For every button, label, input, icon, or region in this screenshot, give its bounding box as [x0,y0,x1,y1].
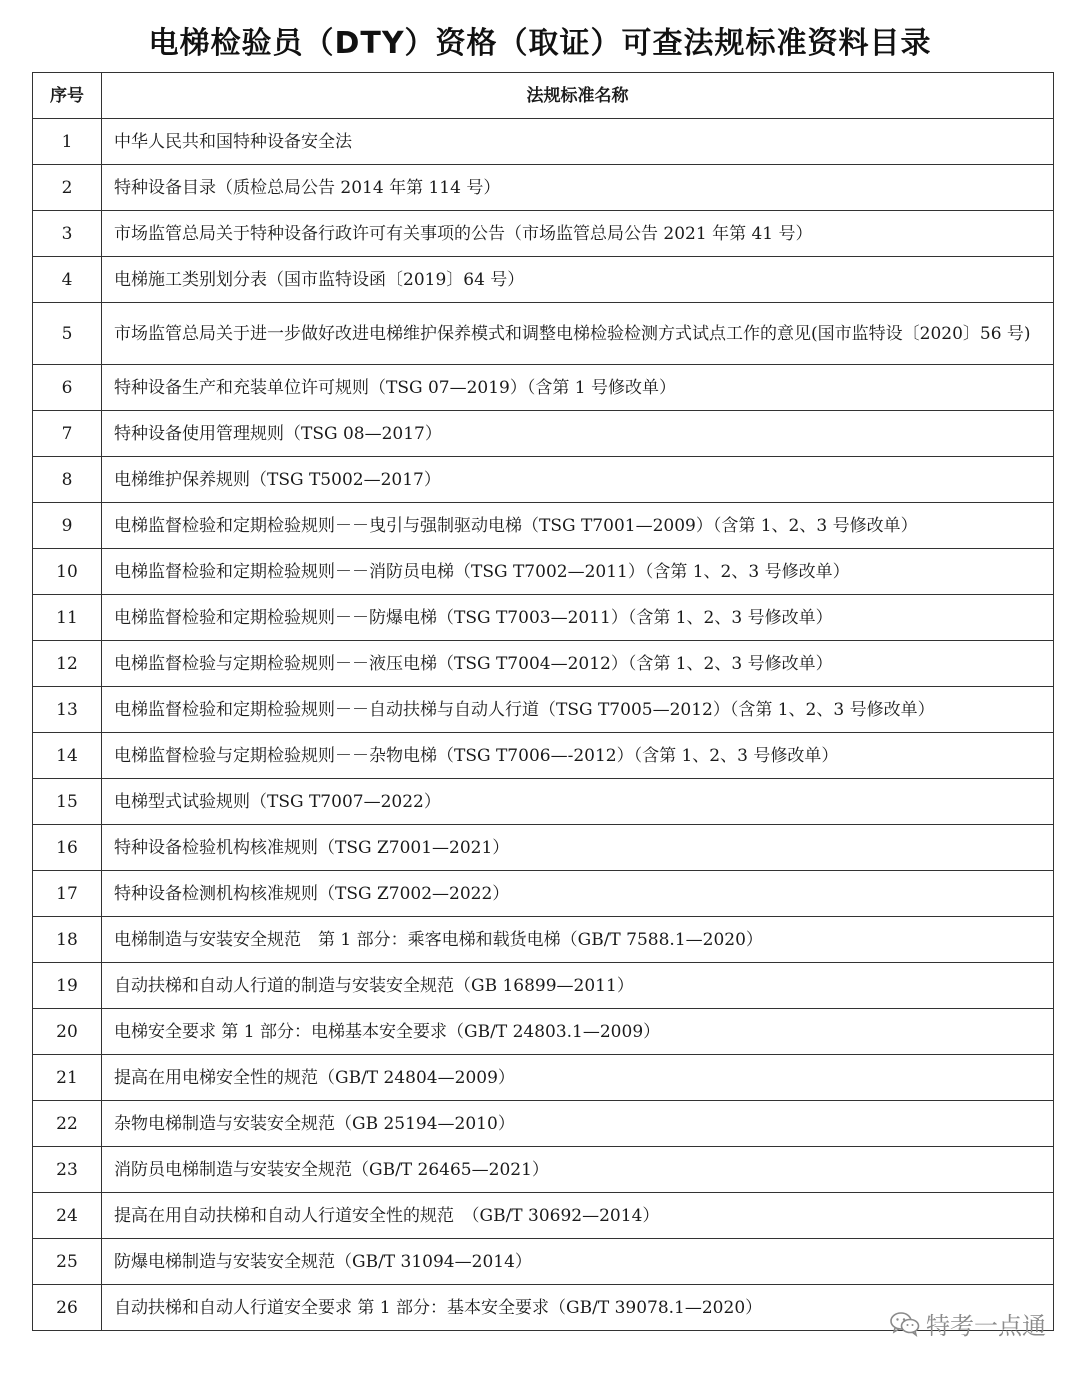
row-regulation-name: 电梯监督检验和定期检验规则－－自动扶梯与自动人行道（TSG T7005—2012）（含第 1、2、3 号修改单） [102,687,1054,733]
table-header-row [33,73,1054,119]
row-regulation-name: 电梯维护保养规则（TSG T5002—2017） [102,457,1054,503]
row-number: 7 [33,411,102,457]
column-header-number: 序号 [33,73,102,119]
row-number: 22 [33,1101,102,1147]
table-row [33,871,1054,917]
row-regulation-name: 特种设备目录（质检总局公告 2014 年第 114 号） [102,165,1054,211]
row-regulation-name: 提高在用自动扶梯和自动人行道安全性的规范 （GB/T 30692—2014） [102,1193,1054,1239]
table-row [33,365,1054,411]
table-body [33,119,1054,1331]
table-row [33,411,1054,457]
row-number: 21 [33,1055,102,1101]
row-regulation-name: 电梯监督检验与定期检验规则－－杂物电梯（TSG T7006—-2012）（含第 1、2、3 号修改单） [102,733,1054,779]
row-regulation-name: 自动扶梯和自动人行道的制造与安装安全规范（GB 16899—2011） [102,963,1054,1009]
table-row [33,733,1054,779]
row-regulation-name: 自动扶梯和自动人行道安全要求 第 1 部分：基本安全要求（GB/T 39078.1—2020） [102,1285,1054,1331]
row-number: 9 [33,503,102,549]
table-row [33,119,1054,165]
table-row [33,165,1054,211]
row-regulation-name: 中华人民共和国特种设备安全法 [102,119,1054,165]
row-number: 18 [33,917,102,963]
row-number: 12 [33,641,102,687]
row-regulation-name: 电梯制造与安装安全规范 第 1 部分：乘客电梯和载货电梯（GB/T 7588.1—2020） [102,917,1054,963]
row-number: 20 [33,1009,102,1055]
row-regulation-name: 电梯监督检验和定期检验规则－－防爆电梯（TSG T7003—2011）（含第 1、2、3 号修改单） [102,595,1054,641]
row-number: 25 [33,1239,102,1285]
regulations-table [32,72,1054,1331]
row-regulation-name: 电梯监督检验与定期检验规则－－液压电梯（TSG T7004—2012）（含第 1、2、3 号修改单） [102,641,1054,687]
watermark [890,1306,1046,1341]
row-number: 14 [33,733,102,779]
row-number: 4 [33,257,102,303]
row-number: 17 [33,871,102,917]
table-row [33,779,1054,825]
table-row [33,917,1054,963]
row-regulation-name: 电梯安全要求 第 1 部分：电梯基本安全要求（GB/T 24803.1—2009） [102,1009,1054,1055]
row-regulation-name: 市场监管总局关于进一步做好改进电梯维护保养模式和调整电梯检验检测方式试点工作的意见(国市监特设〔2020〕56 号) [102,303,1054,365]
row-regulation-name: 提高在用电梯安全性的规范（GB/T 24804—2009） [102,1055,1054,1101]
row-number: 23 [33,1147,102,1193]
table-row [33,1101,1054,1147]
table-row [33,1193,1054,1239]
table-row [33,303,1054,365]
row-regulation-name: 特种设备检测机构核准规则（TSG Z7002—2022） [102,871,1054,917]
table-row [33,963,1054,1009]
row-regulation-name: 杂物电梯制造与安装安全规范（GB 25194—2010） [102,1101,1054,1147]
table-row [33,641,1054,687]
table-row [33,687,1054,733]
table-row [33,257,1054,303]
table-row [33,503,1054,549]
page-title: 电梯检验员（DTY）资格（取证）可查法规标准资料目录 [148,26,932,61]
table-row [33,211,1054,257]
row-number: 8 [33,457,102,503]
table-row [33,1147,1054,1193]
row-regulation-name: 特种设备生产和充装单位许可规则（TSG 07—2019）（含第 1 号修改单） [102,365,1054,411]
row-regulation-name: 消防员电梯制造与安装安全规范（GB/T 26465—2021） [102,1147,1054,1193]
table-row [33,457,1054,503]
row-number: 19 [33,963,102,1009]
wechat-icon [890,1311,920,1337]
table-row [33,1055,1054,1101]
row-number: 24 [33,1193,102,1239]
row-number: 6 [33,365,102,411]
row-number: 13 [33,687,102,733]
watermark-text: 特考一点通 [926,1312,1046,1340]
table-row [33,1239,1054,1285]
row-number: 3 [33,211,102,257]
row-number: 1 [33,119,102,165]
row-regulation-name: 电梯型式试验规则（TSG T7007—2022） [102,779,1054,825]
row-number: 16 [33,825,102,871]
table-row [33,549,1054,595]
row-regulation-name: 电梯监督检验和定期检验规则－－消防员电梯（TSG T7002—2011）（含第 1、2、3 号修改单） [102,549,1054,595]
row-number: 15 [33,779,102,825]
table-row [33,825,1054,871]
row-number: 2 [33,165,102,211]
row-regulation-name: 电梯监督检验和定期检验规则－－曳引与强制驱动电梯（TSG T7001—2009）（含第 1、2、3 号修改单） [102,503,1054,549]
row-regulation-name: 防爆电梯制造与安装安全规范（GB/T 31094—2014） [102,1239,1054,1285]
row-regulation-name: 特种设备检验机构核准规则（TSG Z7001—2021） [102,825,1054,871]
table-row [33,595,1054,641]
row-regulation-name: 电梯施工类别划分表（国市监特设函〔2019〕64 号） [102,257,1054,303]
row-number: 10 [33,549,102,595]
column-header-name: 法规标准名称 [102,73,1054,119]
table-row [33,1009,1054,1055]
row-regulation-name: 市场监管总局关于特种设备行政许可有关事项的公告（市场监管总局公告 2021 年第 41 号） [102,211,1054,257]
row-number: 11 [33,595,102,641]
row-number: 5 [33,303,102,365]
row-regulation-name: 特种设备使用管理规则（TSG 08—2017） [102,411,1054,457]
row-number: 26 [33,1285,102,1331]
